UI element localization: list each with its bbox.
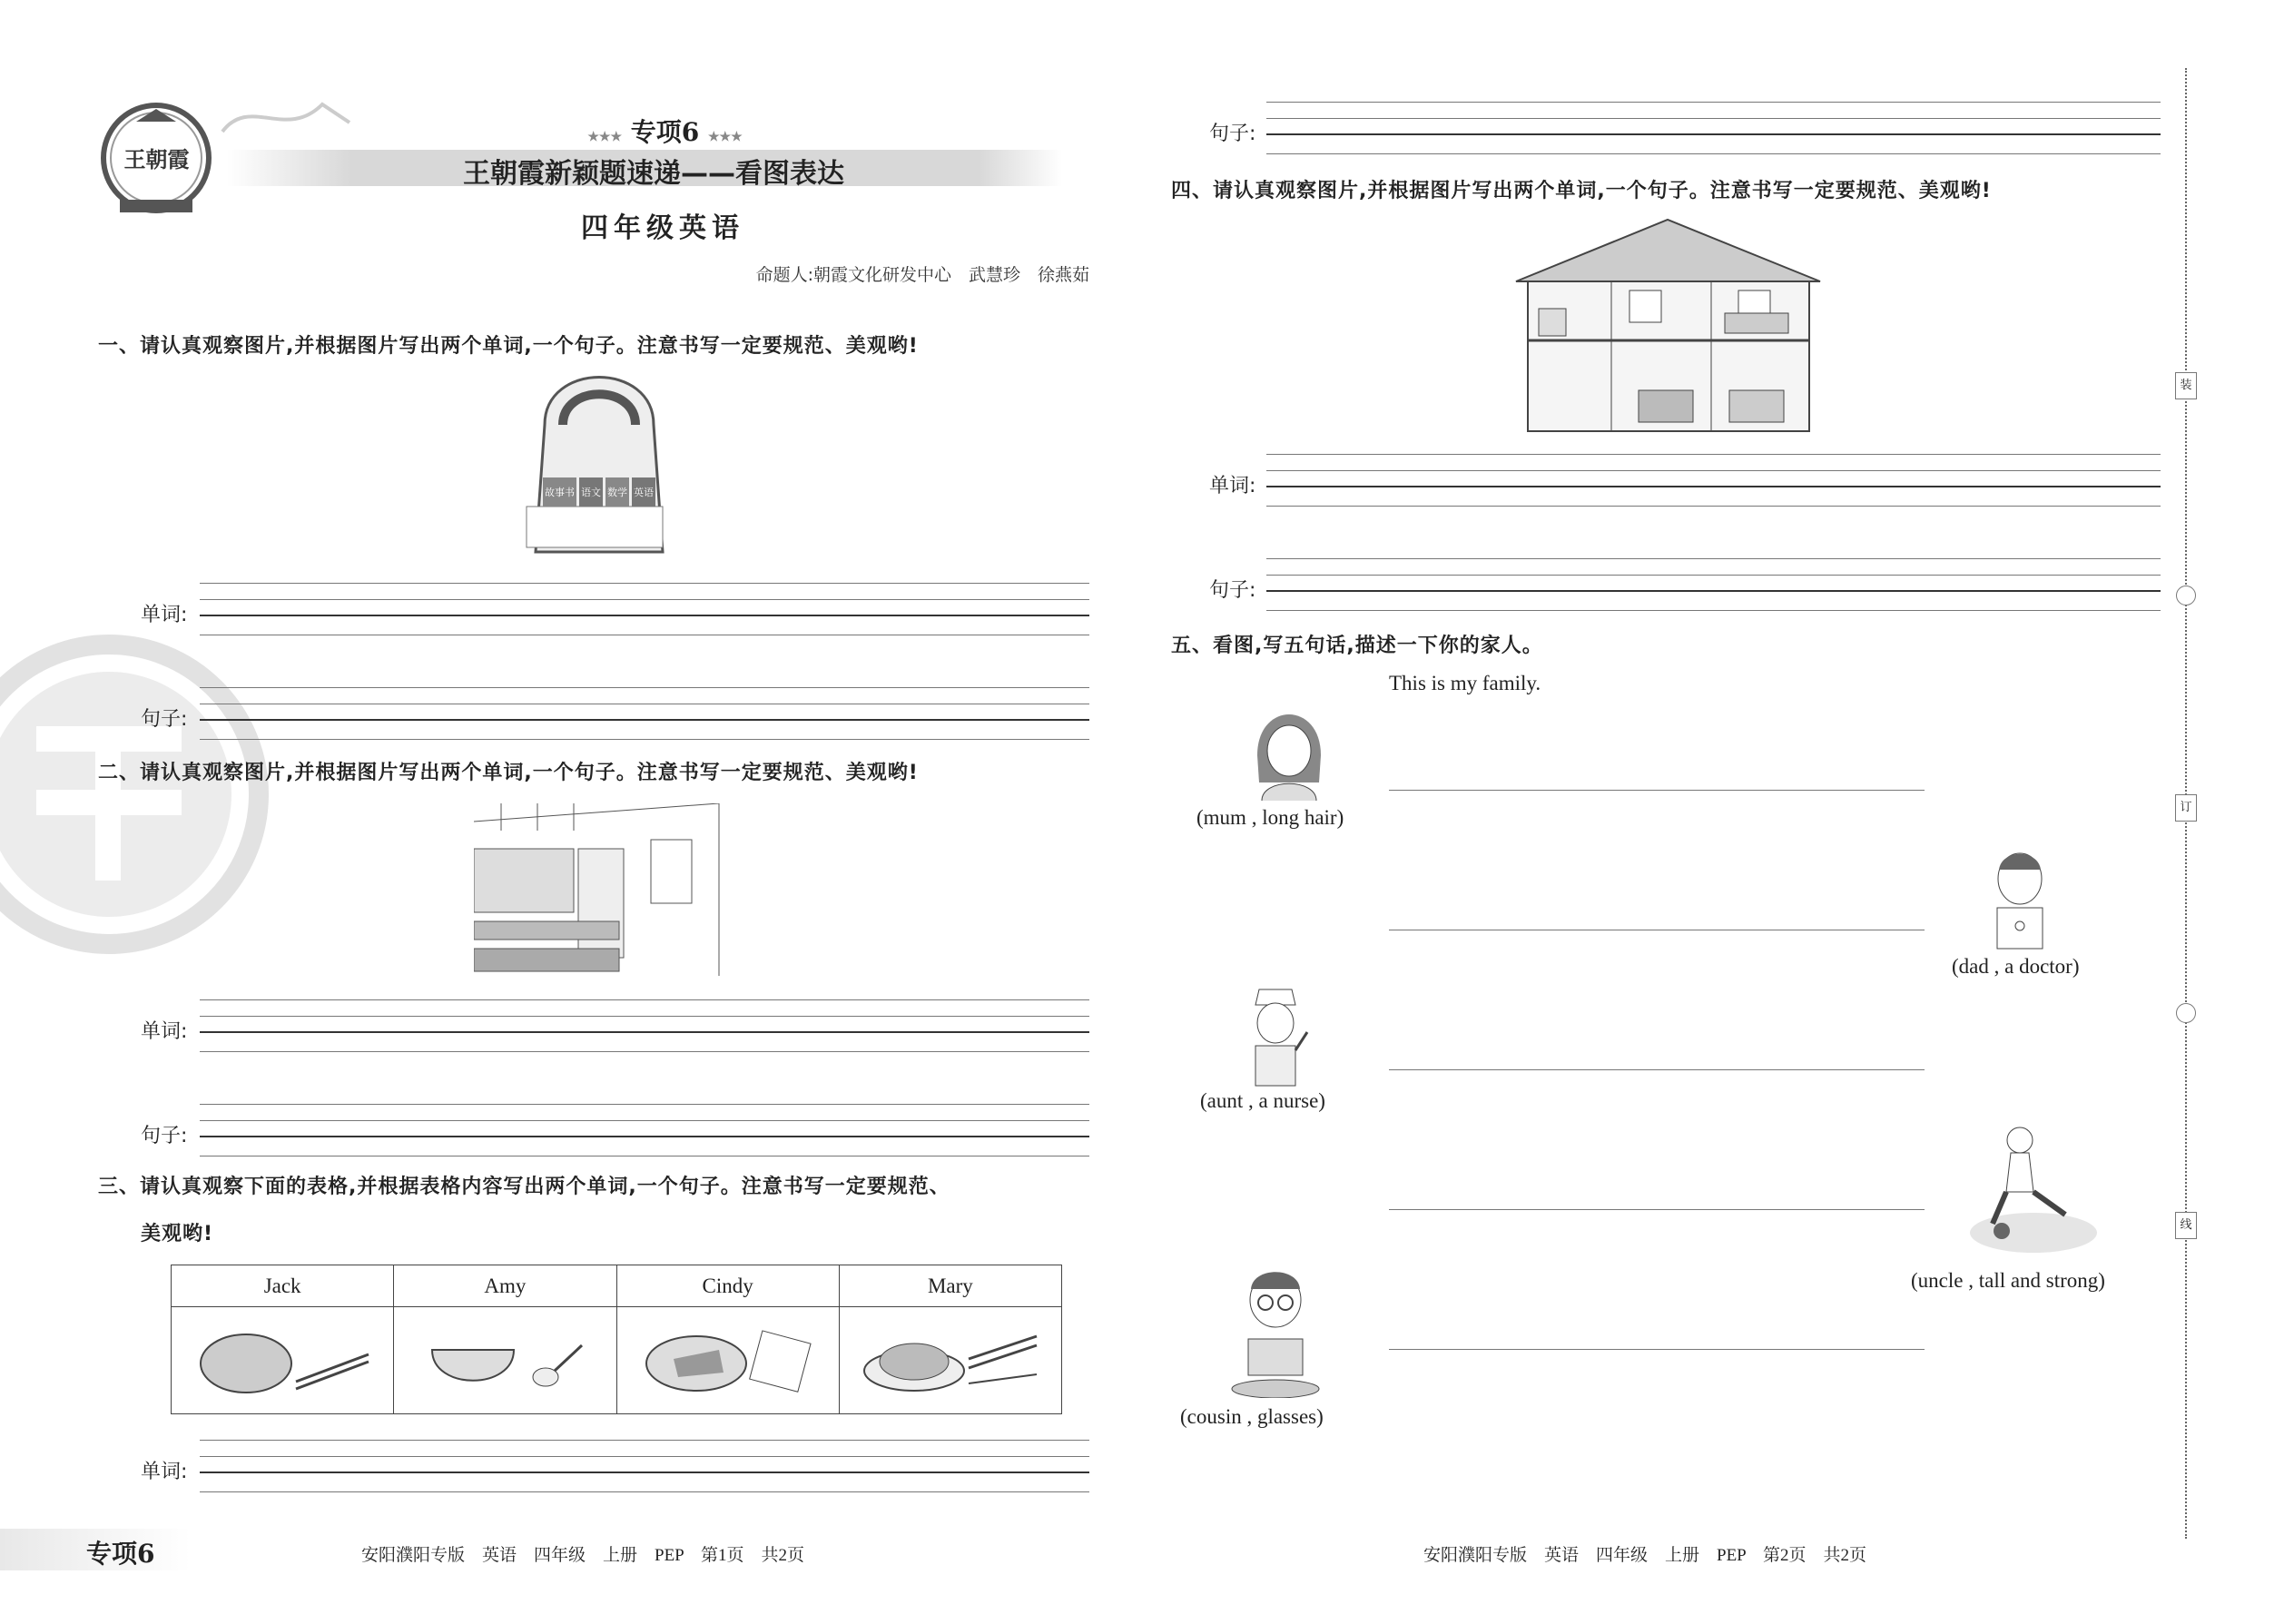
member-caption-mum: (mum , long hair) bbox=[1196, 806, 1344, 829]
aunt-nurse-icon bbox=[1239, 982, 1312, 1088]
sentence-label-4: 句子: bbox=[1209, 579, 1256, 602]
sentence-answer-1[interactable] bbox=[200, 687, 1089, 740]
schoolbag-picture bbox=[508, 370, 681, 566]
book-chinese: 语文 bbox=[579, 477, 603, 507]
dad-doctor-icon bbox=[1979, 844, 2061, 951]
uncle-soccer-icon bbox=[1965, 1124, 2102, 1255]
food-table-header: Cindy bbox=[616, 1265, 839, 1307]
sentence-label-1: 句子: bbox=[141, 708, 188, 731]
member-caption-cousin: (cousin , glasses) bbox=[1180, 1405, 1324, 1428]
family-answer-line-3[interactable] bbox=[1389, 1069, 1925, 1070]
cousin-reading-icon bbox=[1226, 1262, 1325, 1398]
star-icon: ★★★ bbox=[587, 130, 622, 144]
margin-hole-icon bbox=[2176, 1003, 2196, 1023]
star-icon: ★★★ bbox=[707, 130, 743, 144]
ribbon-decoration bbox=[213, 95, 359, 150]
series-label: ★★★ 专项6 ★★★ bbox=[587, 117, 743, 147]
footer-page-2: 安阳濮阳专版 英语 四年级 上册 PEP 第2页 共2页 bbox=[1423, 1546, 1867, 1565]
question-2: 二、请认真观察图片,并根据图片写出两个单词,一个句子。注意书写一定要规范、美观哟! bbox=[98, 762, 919, 784]
book-english: 英语 bbox=[632, 477, 655, 507]
family-intro: This is my family. bbox=[1389, 672, 1541, 694]
soup-spoon-icon bbox=[394, 1307, 616, 1414]
sentence-label-2: 句子: bbox=[141, 1125, 188, 1147]
family-answer-line-5[interactable] bbox=[1389, 1349, 1925, 1350]
question-1: 一、请认真观察图片,并根据图片写出两个单词,一个句子。注意书写一定要规范、美观哟! bbox=[98, 335, 919, 358]
mum-portrait-icon bbox=[1248, 701, 1330, 802]
logo bbox=[100, 102, 213, 215]
book-storybook: 故事书 bbox=[543, 477, 576, 507]
food-table bbox=[171, 1265, 1062, 1414]
member-caption-dad: (dad , a doctor) bbox=[1952, 955, 2080, 978]
word-label-4: 单词: bbox=[1209, 475, 1256, 497]
footer-page-1: 安阳濮阳专版 英语 四年级 上册 PEP 第1页 共2页 bbox=[361, 1546, 805, 1565]
family-answer-line-1[interactable] bbox=[1389, 790, 1925, 791]
word-label-3: 单词: bbox=[141, 1461, 188, 1483]
word-answer-4[interactable] bbox=[1266, 454, 2161, 507]
sentence-answer-3[interactable] bbox=[1266, 102, 2161, 154]
question-4: 四、请认真观察图片,并根据图片写出两个单词,一个句子。注意书写一定要规范、美观哟! bbox=[1171, 180, 1992, 202]
logo-text: 王朝霞 bbox=[123, 146, 190, 172]
footer-series-label: 专项6 bbox=[86, 1539, 155, 1569]
margin-tag-zhuang: 装 bbox=[2175, 372, 2197, 399]
page-subtitle: 四年级英语 bbox=[581, 212, 744, 244]
word-answer-1[interactable] bbox=[200, 583, 1089, 635]
margin-hole-icon bbox=[2176, 586, 2196, 605]
noodles-chopsticks-icon bbox=[172, 1307, 394, 1414]
member-caption-aunt: (aunt , a nurse) bbox=[1200, 1089, 1325, 1112]
sentence-answer-2[interactable] bbox=[200, 1104, 1089, 1156]
word-answer-2[interactable] bbox=[200, 999, 1089, 1052]
book-math: 数学 bbox=[605, 477, 629, 507]
question-5: 五、看图,写五句话,描述一下你的家人。 bbox=[1171, 635, 1543, 657]
question-3-continued: 美观哟! bbox=[141, 1223, 214, 1245]
food-table-header: Mary bbox=[839, 1265, 1061, 1307]
watermark-seal bbox=[0, 626, 290, 962]
family-answer-line-4[interactable] bbox=[1389, 1209, 1925, 1210]
member-caption-uncle: (uncle , tall and strong) bbox=[1911, 1269, 2105, 1292]
title-band-text: 王朝霞新颖题速递——看图表达 bbox=[463, 158, 844, 190]
margin-tag-xian: 线 bbox=[2175, 1212, 2197, 1239]
word-answer-3[interactable] bbox=[200, 1440, 1089, 1492]
question-3: 三、请认真观察下面的表格,并根据表格内容写出两个单词,一个句子。注意书写一定要规范、 bbox=[98, 1176, 950, 1198]
food-table-header: Jack bbox=[172, 1265, 394, 1307]
chicken-chopsticks-icon bbox=[839, 1307, 1061, 1414]
word-label-1: 单词: bbox=[141, 604, 188, 626]
word-label-2: 单词: bbox=[141, 1020, 188, 1043]
food-table-header: Amy bbox=[394, 1265, 616, 1307]
classroom-picture bbox=[474, 803, 724, 976]
sentence-label-3: 句子: bbox=[1209, 123, 1256, 145]
authors: 命题人:朝霞文化研发中心 武慧珍 徐燕茹 bbox=[755, 265, 1089, 285]
beef-knife-fork-icon bbox=[616, 1307, 839, 1414]
house-picture bbox=[1511, 218, 1825, 436]
sentence-answer-4[interactable] bbox=[1266, 558, 2161, 611]
margin-tag-ding: 订 bbox=[2175, 794, 2197, 822]
